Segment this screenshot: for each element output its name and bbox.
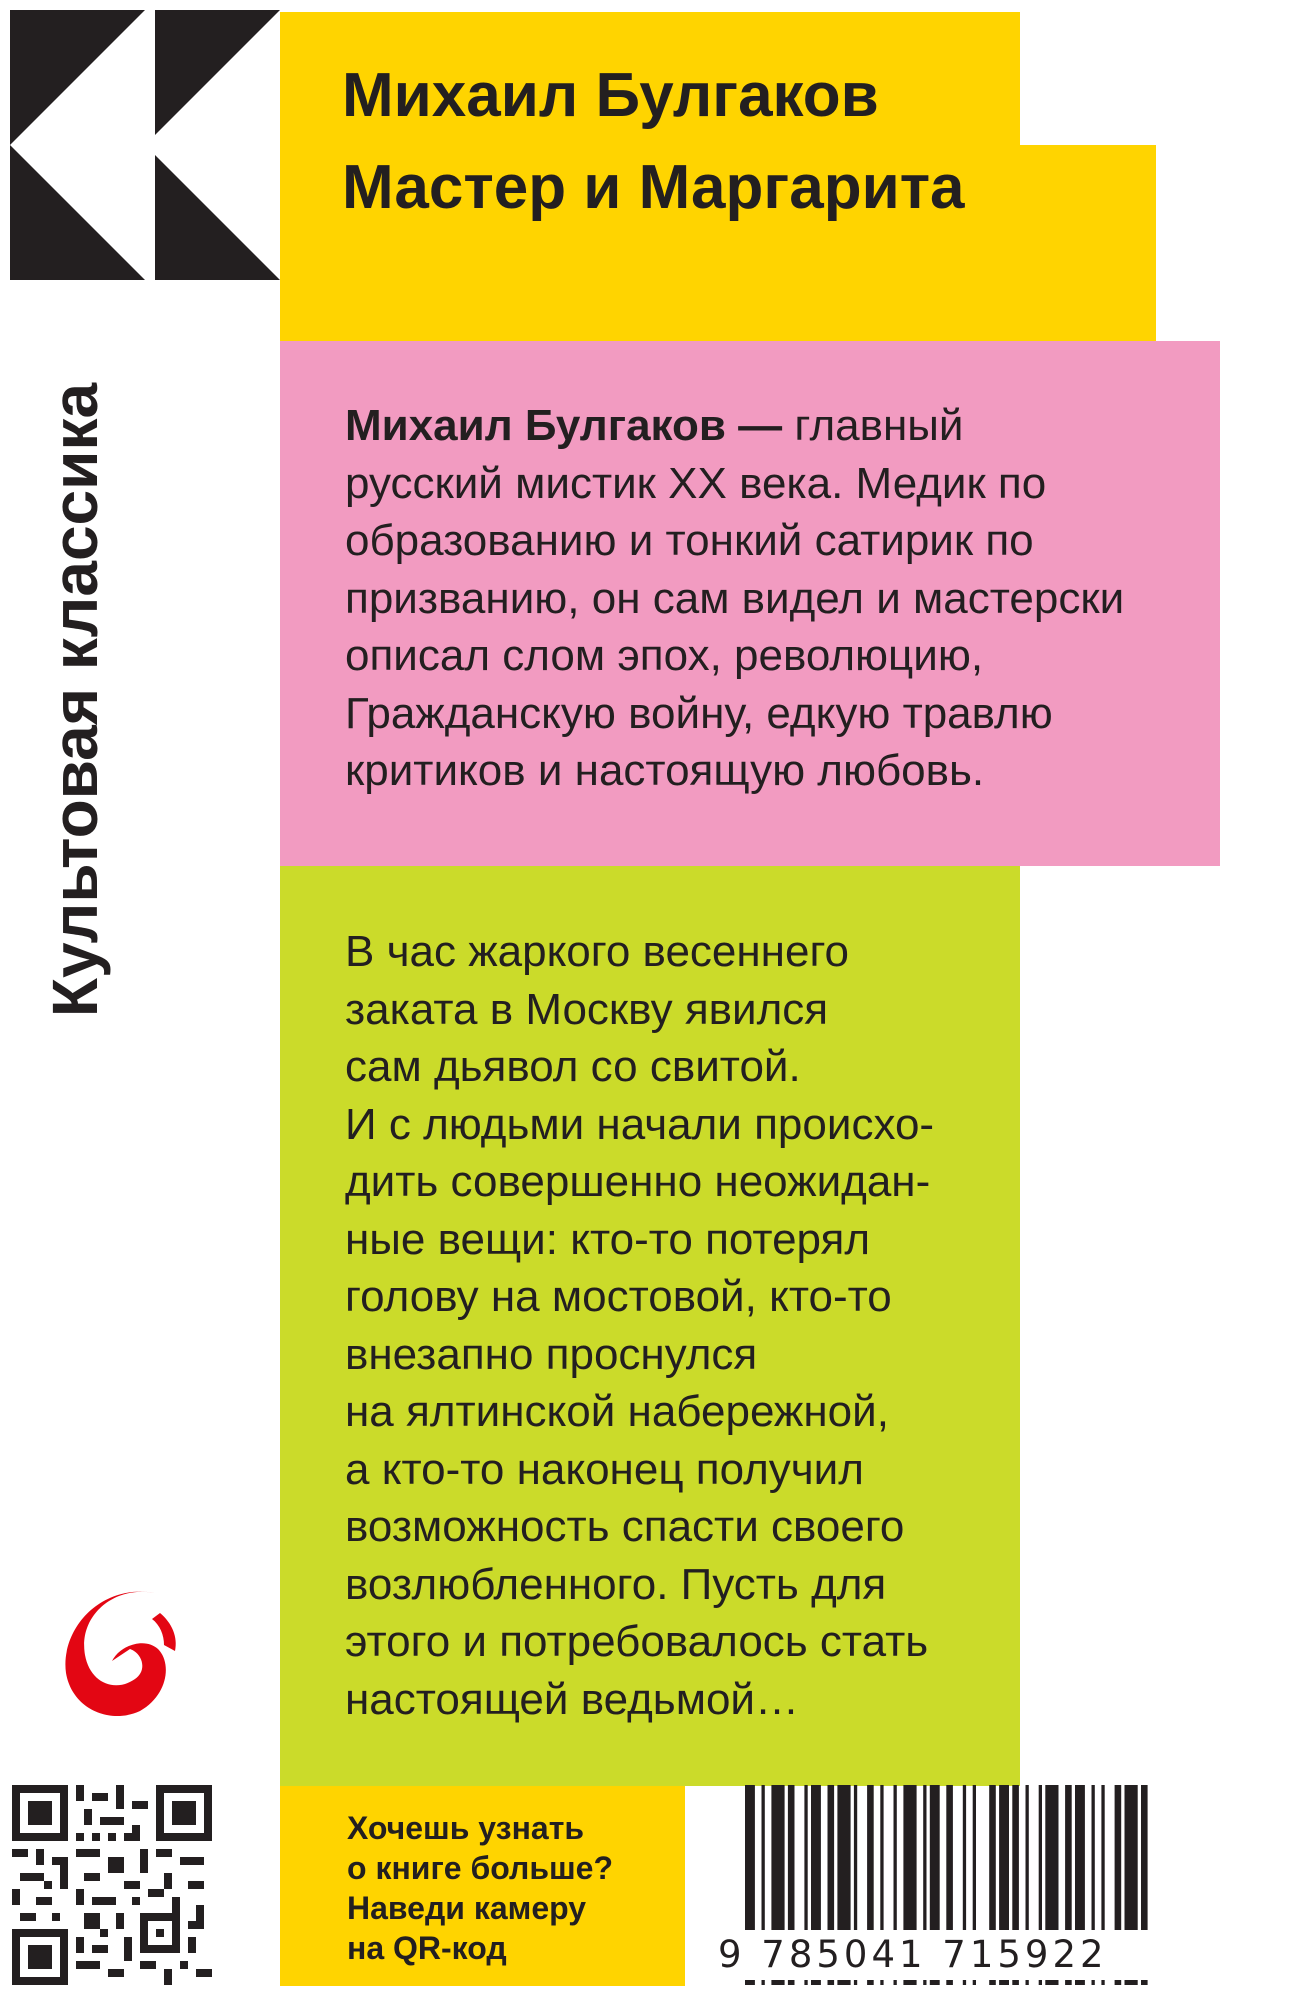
synopsis-line: настоящей ведьмой… [345, 1674, 799, 1724]
book-title: Мастер и Маргарита [342, 153, 965, 222]
qr-prompt-line: Хочешь узнать [347, 1810, 585, 1846]
synopsis-line: В час жаркого весеннего [345, 927, 850, 976]
synopsis-line: возлюбленного. Пусть для [345, 1559, 887, 1609]
synopsis-line: возможность спасти своего [345, 1502, 905, 1551]
synopsis-line: ные вещи: кто-то потерял [345, 1214, 871, 1264]
qr-prompt [347, 1808, 613, 1968]
author-bio [345, 397, 1124, 800]
qr-prompt-line: о книге больше? [347, 1850, 613, 1886]
synopsis [345, 923, 934, 1728]
synopsis-line: этого и потребовалось стать [345, 1617, 929, 1666]
bio-line: призванию, он сам видел и мастерски [345, 573, 1125, 623]
bio-line: образованию и тонкий сатирик по [345, 516, 1034, 565]
series-k-logo-icon [10, 10, 280, 280]
series-name: Культовая классика [39, 382, 111, 1018]
bio-line: Гражданскую войну, едкую травлю [345, 688, 1053, 738]
isbn-number: 9 785041 715922 [718, 1930, 1188, 1980]
synopsis-line: а кто-то наконец получил [345, 1444, 864, 1494]
author-name: Михаил Булгаков [342, 61, 879, 130]
bio-line: Михаил Булгаков — главный [345, 401, 964, 450]
publisher-logo-icon [60, 1575, 185, 1730]
bio-line: описал слом эпох, революцию, [345, 631, 984, 680]
synopsis-line: заката в Москву явился [345, 984, 829, 1034]
synopsis-line: И с людьми начали происхо- [345, 1099, 935, 1149]
qr-prompt-line: Наведи камеру [347, 1890, 587, 1926]
synopsis-line: дить совершенно неожидан- [345, 1157, 931, 1206]
synopsis-line: голову на мостовой, кто-то [345, 1272, 892, 1321]
bio-lead: Михаил Булгаков — [345, 401, 783, 450]
qr-code[interactable] [12, 1785, 212, 1985]
bio-line: критиков и настоящую любовь. [345, 746, 985, 795]
synopsis-line: сам дьявол со свитой. [345, 1042, 801, 1091]
synopsis-line: внезапно проснулся [345, 1329, 758, 1379]
qr-prompt-line: на QR-код [347, 1930, 507, 1966]
title-panel-extension [1020, 145, 1156, 352]
synopsis-line: на ялтинской набережной, [345, 1387, 889, 1436]
bio-line: русский мистик XX века. Медик по [345, 458, 1047, 508]
